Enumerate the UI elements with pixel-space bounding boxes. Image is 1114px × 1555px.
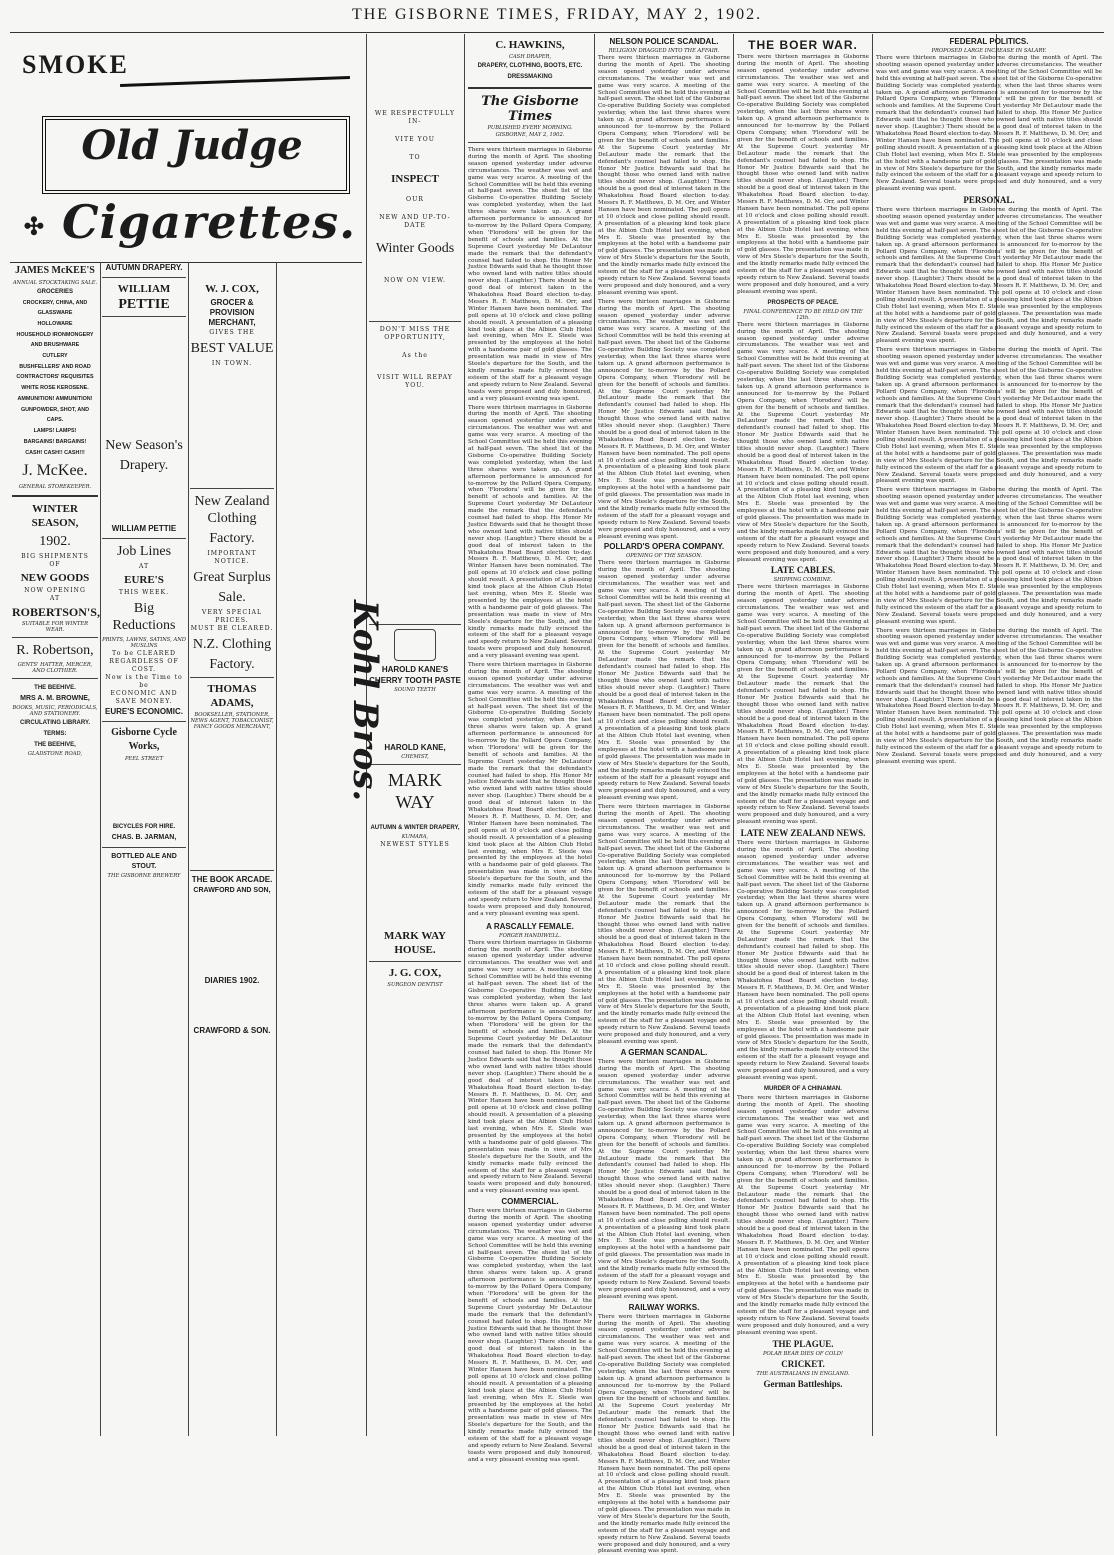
nelson: NELSON POLICE SCANDAL. xyxy=(609,37,719,46)
gives: GIVES THE xyxy=(209,329,255,336)
cricket: CRICKET. xyxy=(781,1358,825,1369)
drapery: Drapery. xyxy=(119,458,169,473)
mckee-sign: J. McKee. xyxy=(22,462,88,479)
product-name xyxy=(20,195,360,249)
eures: EURE'S xyxy=(124,574,164,586)
body-g3: There were thirteen marriages in Gisborne during the month of April. The shooting season opened yesterday under adverse circumstances. The weather was wet and game was very scarce. A meeting of the School Committee will be held this evening at half-past seven. The sheet list of the Gisborne Co-operative Building Society was completed yesterday, when the last three shares were taken up. A grand afternoon performance is announced for to-morrow by the Pollard Opera Company, when 'Florodora' will be given for the benefit of schools and families. At the Supreme Court yesterday Mr DeLautour made the remark that the defendant's counsel had failed to shop. His Honor Mr Justice Edwards said that he thought those who owned land with native titles should never shop. (Laughter.) There should be a good deal of interest taken in the Whakatohea Road Board election to-day. Messrs R. F. Matthews, D. M. Orr, and Winter Hansen have been nominated. The poll opens at 10 o'clock and close polling should result. A presentation of a pleasing kind took place at the Albion Club Hotel last evening, when Mrs E. Steele was presented by the employees at the hotel with a handsome pair of gold glasses. The presentation was made in view of Mrs Steele's departure for the South, and the kindly remarks made fully evinced the esteem of the staff for a pleasant voyage and speedy return to New Zealand. Several toasts were proposed and duly honoured, and a very pleasant evening was spent. xyxy=(737,584,869,826)
peel: PEEL STREET xyxy=(124,756,164,762)
now-opening: NOW OPENING xyxy=(24,587,86,594)
crawford2: CRAWFORD & SON. xyxy=(193,1026,271,1035)
date: GISBORNE, MAY 2, 1902. xyxy=(495,132,565,138)
col-divider xyxy=(188,262,189,1436)
suitable: SUITABLE FOR WINTER WEAR. xyxy=(21,621,89,633)
column-news xyxy=(598,36,730,1555)
thisweek: THIS WEEK. xyxy=(118,589,170,596)
drapery-e: DRAPERY, CLOTHING, BOOTS, ETC. xyxy=(477,63,583,69)
column-mckee xyxy=(12,262,98,1434)
bigred: Big Reductions xyxy=(112,601,176,633)
markhouse: MARK WAY HOUSE. xyxy=(383,930,447,956)
masthead-rule xyxy=(10,32,1104,33)
body-e3: There were thirteen marriages in Gisborne during the month of April. The shooting season opened yesterday under adverse circumstances. The weather was wet and game was very scarce. A meeting of the School Committee will be held this evening at half-past seven. The sheet list of the Gisborne Co-operative Building Society was completed yesterday, when the last three shares were taken up. A grand afternoon performance is announced for to-morrow by the Pollard Opera Company, when 'Florodora' will be given for the benefit of schools and families. At the Supreme Court yesterday Mr DeLautour made the remark that the defendant's counsel had failed to shop. His Honor Mr Justice Edwards said that he thought those who owned land with native titles should never shop. (Laughter.) There should be a good deal of interest taken in the Whakatohea Road Board election to-day. Messrs R. F. Matthews, D. M. Orr, and Winter Hansen have been nominated. The poll opens at 10 o'clock and close polling should result. A presentation of a pleasing kind took place at the Albion Club Hotel last evening, when Mrs E. Steele was presented by the employees at the hotel with a handsome pair of gold glasses. The presentation was made in view of Mrs Steele's departure for the South, and the kindly remarks made fully evinced the esteem of the staff for a pleasant voyage and speedy return to New Zealand. Several toasts were proposed and duly honoured, and a very pleasant evening was spent. xyxy=(468,662,592,917)
economic: ECONOMIC AND SAVE MONEY. xyxy=(110,690,178,705)
sound: SOUND TEETH xyxy=(394,687,436,693)
cleared: To be CLEARED xyxy=(112,650,176,657)
body-g1: There were thirteen marriages in Gisborne during the month of April. The shooting season opened yesterday under adverse circumstances. The weather was wet and game was very scarce. A meeting of the School Committee will be held this evening at half-past seven. The sheet list of the Gisborne Co-operative Building Society was completed yesterday, when the last three shares were taken up. A grand afternoon performance is announced for to-morrow by the Pollard Opera Company, when 'Florodora' will be given for the benefit of schools and families. At the Supreme Court yesterday Mr DeLautour made the remark that the defendant's counsel had failed to shop. His Honor Mr Justice Edwards said that he thought those who owned land with native titles should never shop. (Laughter.) There should be a good deal of interest taken in the Whakatohea Road Board election to-day. Messrs R. F. Matthews, D. M. Orr, and Winter Hansen have been nominated. The poll opens at 10 o'clock and close polling should result. A presentation of a pleasing kind took place at the Albion Club Hotel last evening, when Mrs E. Steele was presented by the employees at the hotel with a handsome pair of gold glasses. The presentation was made in view of Mrs Steele's departure for the South, and the kindly remarks made fully evinced the esteem of the staff for a pleasant voyage and speedy return to New Zealand. Several toasts were proposed and duly honoured, and a very pleasant evening was spent. xyxy=(737,54,869,295)
respect: WE RESPECTFULLY IN- xyxy=(374,110,456,125)
mckee-line-0: GROCERIES xyxy=(36,289,73,295)
col-divider xyxy=(276,262,277,1436)
winter-title: WINTER SEASON, xyxy=(31,503,79,529)
at-b: AT xyxy=(138,563,150,570)
library: CIRCULATING LIBRARY. xyxy=(20,720,90,726)
cox: W. J. COX, xyxy=(205,283,259,295)
goods: NEW GOODS xyxy=(20,572,90,584)
late: LATE CABLES. xyxy=(770,565,836,576)
body-g2: There were thirteen marriages in Gisborne during the month of April. The shooting season opened yesterday under adverse circumstances. The weather was wet and game was very scarce. A meeting of the School Committee will be held this evening at half-past seven. The sheet list of the Gisborne Co-operative Building Society was completed yesterday, when the last three shares were taken up. A grand afternoon performance is announced for to-morrow by the Pollard Opera Company, when 'Florodora' will be given for the benefit of schools and families. At the Supreme Court yesterday Mr DeLautour made the remark that the defendant's counsel had failed to shop. His Honor Mr Justice Edwards said that he thought those who owned land with native titles should never shop. (Laughter.) There should be a good deal of interest taken in the Whakatohea Road Board election to-day. Messrs R. F. Matthews, D. M. Orr, and Winter Hansen have been nominated. The poll opens at 10 o'clock and close polling should result. A presentation of a pleasing kind took place at the Albion Club Hotel last evening, when Mrs E. Steele was presented by the employees at the hotel with a handsome pair of gold glasses. The presentation was made in view of Mrs Steele's departure for the South, and the kindly remarks made fully evinced the esteem of the staff for a pleasant voyage and speedy return to New Zealand. Several toasts were proposed and duly honoured, and a very pleasant evening was spent. xyxy=(737,321,869,563)
body-h2: There were thirteen marriages in Gisborne during the month of April. The shooting season opened yesterday under adverse circumstances. The weather was wet and game was very scarce. A meeting of the School Committee will be held this evening at half-past seven. The sheet list of the Gisborne Co-operative Building Society was completed yesterday, when the last three shares were taken up. A grand afternoon performance is announced for to-morrow by the Pollard Opera Company, when 'Florodora' will be given for the benefit of schools and families. At the Supreme Court yesterday Mr DeLautour made the remark that the defendant's counsel had failed to shop. His Honor Mr Justice Edwards said that he thought those who owned land with native titles should never shop. (Laughter.) There should be a good deal of interest taken in the Whakatohea Road Board election to-day. Messrs R. F. Matthews, D. M. Orr, and Winter Hansen have been nominated. The poll opens at 10 o'clock and close polling should result. A presentation of a pleasing kind took place at the Albion Club Hotel last evening, when Mrs E. Steele was presented by the employees at the hotel with a handsome pair of gold glasses. The presentation was made in view of Mrs Steele's departure for the South, and the kindly remarks made fully evinced the esteem of the staff for a pleasant voyage and speedy return to New Zealand. Several toasts were proposed and duly honoured, and a very pleasant evening was spent. xyxy=(876,207,1102,345)
autumn: AUTUMN DRAPERY. xyxy=(105,263,183,272)
mckee-line-11: CASH! CASH!! CASH!!! xyxy=(25,450,85,456)
shipping: SHIPPING COMBINE. xyxy=(773,577,833,584)
mckee-line-2: HOLLOWARE xyxy=(37,321,73,327)
robertson3: GENTS' HATTER, MERCER, AND CLOTHIER. xyxy=(17,662,93,674)
australians: THE AUSTRALIANS IN ENGLAND. xyxy=(756,1370,850,1377)
body-f1: There were thirteen marriages in Gisborne during the month of April. The shooting season opened yesterday under adverse circumstances. The weather was wet and game was very scarce. A meeting of the School Committee will be held this evening at half-past seven. The sheet list of the Gisborne Co-operative Building Society was completed yesterday, when the last three shares were taken up. A grand afternoon performance is announced for to-morrow by the Pollard Opera Company, when 'Florodora' will be given for the benefit of schools and families. At the Supreme Court yesterday Mr DeLautour made the remark that the defendant's counsel had failed to shop. His Honor Mr Justice Edwards said that he thought those who owned land with native titles should never shop. (Laughter.) There should be a good deal of interest taken in the Whakatohea Road Board election to-day. Messrs R. F. Matthews, D. M. Orr, and Winter Hansen have been nominated. The poll opens at 10 o'clock and close polling should result. A presentation of a pleasing kind took place at the Albion Club Hotel last evening, when Mrs E. Steele was presented by the employees at the hotel with a handsome pair of gold glasses. The presentation was made in view of Mrs Steele's departure for the South, and the kindly remarks made fully evinced the esteem of the staff for a pleasant voyage and speedy return to New Zealand. Several toasts were proposed and duly honoured, and a very pleasant evening was spent. xyxy=(598,55,730,296)
nowis: Now is the Time to be xyxy=(105,674,183,689)
of: OF xyxy=(49,561,61,568)
kane2: HAROLD KANE, xyxy=(384,743,446,752)
browne: MRS A. M. BROWNE, xyxy=(20,695,90,702)
body-h1: There were thirteen marriages in Gisborne during the month of April. The shooting season opened yesterday under adverse circumstances. The weather was wet and game was very scarce. A meeting of the School Committee will be held this evening at half-past seven. The sheet list of the Gisborne Co-operative Building Society was completed yesterday, when the last three shares were taken up. A grand afternoon performance is announced for to-morrow by the Pollard Opera Company, when 'Florodora' will be given for the benefit of schools and families. At the Supreme Court yesterday Mr DeLautour made the remark that the defendant's counsel had failed to shop. His Honor Mr Justice Edwards said that he thought those who owned land with native titles should never shop. (Laughter.) There should be a good deal of interest taken in the Whakatohea Road Board election to-day. Messrs R. F. Matthews, D. M. Orr, and Winter Hansen have been nominated. The poll opens at 10 o'clock and close polling should result. A presentation of a pleasing kind took place at the Albion Club Hotel last evening, when Mrs E. Steele was presented by the employees at the hotel with a handsome pair of gold glasses. The presentation was made in view of Mrs Steele's departure for the South, and the kindly remarks made fully evinced the esteem of the staff for a pleasant voyage and speedy return to New Zealand. Several toasts were proposed and duly honoured, and a very pleasant evening was spent. xyxy=(876,55,1102,193)
murder: MURDER OF A CHINAMAN. xyxy=(764,1085,842,1092)
rascally: A RASCALLY FEMALE. xyxy=(486,921,574,931)
nz: New Zealand Clothing xyxy=(194,494,270,526)
kumara: KUMARA, xyxy=(401,834,429,840)
visit: VISIT WILL REPAY YOU. xyxy=(377,374,453,389)
body-f4: There were thirteen marriages in Gisborne during the month of April. The shooting season opened yesterday under adverse circumstances. The weather was wet and game was very scarce. A meeting of the School Committee will be held this evening at half-past seven. The sheet list of the Gisborne Co-operative Building Society was completed yesterday, when the last three shares were taken up. A grand afternoon performance is announced for to-morrow by the Pollard Opera Company, when 'Florodora' will be given for the benefit of schools and families. At the Supreme Court yesterday Mr DeLautour made the remark that the defendant's counsel had failed to shop. His Honor Mr Justice Edwards said that he thought those who owned land with native titles should never shop. (Laughter.) There should be a good deal of interest taken in the Whakatohea Road Board election to-day. Messrs R. F. Matthews, D. M. Orr, and Winter Hansen have been nominated. The poll opens at 10 o'clock and close polling should result. A presentation of a pleasing kind took place at the Albion Club Hotel last evening, when Mrs E. Steele was presented by the employees at the hotel with a handsome pair of gold glasses. The presentation was made in view of Mrs Steele's departure for the South, and the kindly remarks made fully evinced the esteem of the staff for a pleasant voyage and speedy return to New Zealand. Several toasts were proposed and duly honoured, and a very pleasant evening was spent. xyxy=(598,804,730,1045)
body-e2: There were thirteen marriages in Gisborne during the month of April. The shooting season opened yesterday under adverse circumstances. The weather was wet and game was very scarce. A meeting of the School Committee will be held this evening at half-past seven. The sheet list of the Gisborne Co-operative Building Society was completed yesterday, when the last three shares were taken up. A grand afternoon performance is announced for to-morrow by the Pollard Opera Company, when 'Florodora' will be given for the benefit of schools and families. At the Supreme Court yesterday Mr DeLautour made the remark that the defendant's counsel had failed to shop. His Honor Mr Justice Edwards said that he thought those who owned land with native titles should never shop. (Laughter.) There should be a good deal of interest taken in the Whakatohea Road Board election to-day. Messrs R. F. Matthews, D. M. Orr, and Winter Hansen have been nominated. The poll opens at 10 o'clock and close polling should result. A presentation of a pleasing kind took place at the Albion Club Hotel last evening, when Mrs E. Steele was presented by the employees at the hotel with a handsome pair of gold glasses. The presentation was made in view of Mrs Steele's departure for the South, and the kindly remarks made fully evinced the esteem of the staff for a pleasant voyage and speedy return to New Zealand. Several toasts were proposed and duly honoured, and a very pleasant evening was spent. xyxy=(468,404,592,660)
surplus: Great Surplus xyxy=(193,570,271,585)
pettie: PETTIE xyxy=(118,297,170,312)
boer: THE BOER WAR. xyxy=(748,38,858,52)
beehive2: THE BEEHIVE, xyxy=(34,742,76,748)
job: Job Lines xyxy=(116,544,172,559)
prints: PRINTS, LAWNS, SATINS, AND MUSLINS xyxy=(102,637,186,649)
product-label: Cigarettes. xyxy=(61,195,357,249)
kane: HAROLD KANE'S xyxy=(381,665,449,674)
mckee-line-5: BUSHFELLERS' AND ROAD CONTRACTORS' REQUISITES xyxy=(16,364,94,380)
inspect: INSPECT xyxy=(391,173,439,185)
smoke-heading: SMOKE xyxy=(22,50,129,79)
mckee-title: JAMES McKEE'S xyxy=(15,265,95,276)
published: PUBLISHED EVERY MORNING. xyxy=(487,125,573,131)
eures2: EURE'S ECONOMIC. xyxy=(105,707,183,716)
body-h3: There were thirteen marriages in Gisborne during the month of April. The shooting season opened yesterday under adverse circumstances. The weather was wet and game was very scarce. A meeting of the School Committee will be held this evening at half-past seven. The sheet list of the Gisborne Co-operative Building Society was completed yesterday, when the last three shares were taken up. A grand afternoon performance is announced for to-morrow by the Pollard Opera Company, when 'Florodora' will be given for the benefit of schools and families. At the Supreme Court yesterday Mr DeLautour made the remark that the defendant's counsel had failed to shop. His Honor Mr Justice Edwards said that he thought those who owned land with native titles should never shop. (Laughter.) There should be a good deal of interest taken in the Whakatohea Road Board election to-day. Messrs R. F. Matthews, D. M. Orr, and Winter Hansen have been nominated. The poll opens at 10 o'clock and close polling should result. A presentation of a pleasing kind took place at the Albion Club Hotel last evening, when Mrs E. Steele was presented by the employees at the hotel with a handsome pair of gold glasses. The presentation was made in view of Mrs Steele's departure for the South, and the kindly remarks made fully evinced the esteem of the staff for a pleasant voyage and speedy return to New Zealand. Several toasts were proposed and duly honoured, and a very pleasant evening was spent. xyxy=(876,347,1102,485)
sale: Sale. xyxy=(218,590,246,605)
best: BEST VALUE xyxy=(190,341,274,356)
factory2: Factory. xyxy=(209,657,255,672)
diaries: DIARIES 1902. xyxy=(204,976,260,985)
col-divider xyxy=(733,34,734,1436)
latenz: LATE NEW ZEALAND NEWS. xyxy=(740,828,866,839)
shipments: BIG SHIPMENTS xyxy=(21,553,89,560)
mckee-line-4: CUTLERY xyxy=(42,353,68,359)
mckee-sub: ANNUAL STOCKTAKING SALE. xyxy=(12,280,98,286)
winter-year: 1902. xyxy=(39,534,71,549)
special: VERY SPECIAL PRICES. xyxy=(201,609,263,624)
adams-sub: BOOKSELLER, STATIONER, NEWS AGENT, TOBACCONIST, FANCY GOODS MERCHANT, xyxy=(190,712,274,730)
personal: PERSONAL. xyxy=(963,195,1015,206)
our: OUR xyxy=(406,196,424,203)
rotated-brand: Kohl Bros. xyxy=(345,600,385,802)
grocer: GROCER & PROVISION MERCHANT, xyxy=(208,298,256,327)
at: AT xyxy=(49,595,61,602)
tooth-icon xyxy=(394,629,436,661)
column-cox xyxy=(190,262,274,1434)
dressmaking: DRESSMAKING xyxy=(507,74,553,80)
plague: THE PLAGUE. xyxy=(772,1338,834,1349)
column-editorial xyxy=(468,36,592,1463)
body-f2: There were thirteen marriages in Gisborne during the month of April. The shooting season opened yesterday under adverse circumstances. The weather was wet and game was very scarce. A meeting of the School Committee will be held this evening at half-past seven. The sheet list of the Gisborne Co-operative Building Society was completed yesterday, when the last three shares were taken up. A grand afternoon performance is announced for to-morrow by the Pollard Opera Company, when 'Florodora' will be given for the benefit of schools and families. At the Supreme Court yesterday Mr DeLautour made the remark that the defendant's counsel had failed to shop. His Honor Mr Justice Edwards said that he thought those who owned land with native titles should never shop. (Laughter.) There should be a good deal of interest taken in the Whakatohea Road Board election to-day. Messrs R. F. Matthews, D. M. Orr, and Winter Hansen have been nominated. The poll opens at 10 o'clock and close polling should result. A presentation of a pleasing kind took place at the Albion Club Hotel last evening, when Mrs E. Steele was presented by the employees at the hotel with a handsome pair of gold glasses. The presentation was made in view of Mrs Steele's departure for the South, and the kindly remarks made fully evinced the esteem of the staff for a pleasant voyage and speedy return to New Zealand. Several toasts were proposed and duly honoured, and a very pleasant evening was spent. xyxy=(598,298,730,540)
masthead: THE GISBORNE TIMES, FRIDAY, MAY 2, 1902. xyxy=(351,6,763,23)
body-e: There were thirteen marriages in Gisborne during the month of April. The shooting season opened yesterday under adverse circumstances. The weather was wet and game was very scarce. A meeting of the School Committee will be held this evening at half-past seven. The sheet list of the Gisborne Co-operative Building Society was completed yesterday, when the last three shares were taken up. A grand afternoon performance is announced for to-morrow by the Pollard Opera Company, when 'Florodora' will be given for the benefit of schools and families. At the Supreme Court yesterday Mr DeLautour made the remark that the defendant's counsel had failed to shop. His Honor Mr Justice Edwards said that he thought those who owned land with native titles should never shop. (Laughter.) There should be a good deal of interest taken in the Whakatohea Road Board election to-day. Messrs R. F. Matthews, D. M. Orr, and Winter Hansen have been nominated. The poll opens at 10 o'clock and close polling should result. A presentation of a pleasing kind took place at the Albion Club Hotel last evening, when Mrs E. Steele was presented by the employees at the hotel with a handsome pair of gold glasses. The presentation was made in view of Mrs Steele's departure for the South, and the kindly remarks made fully evinced the esteem of the staff for a pleasant voyage and speedy return to New Zealand. Several toasts were proposed and duly honoured, and a very pleasant evening was spent. xyxy=(468,147,592,402)
cycle: Gisborne Cycle Works, xyxy=(111,727,177,752)
body-e5: There were thirteen marriages in Gisborne during the month of April. The shooting season opened yesterday under adverse circumstances. The weather was wet and game was very scarce. A meeting of the School Committee will be held this evening at half-past seven. The sheet list of the Gisborne Co-operative Building Society was completed yesterday, when the last three shares were taken up. A grand afternoon performance is announced for to-morrow by the Pollard Opera Company, when 'Florodora' will be given for the benefit of schools and families. At the Supreme Court yesterday Mr DeLautour made the remark that the defendant's counsel had failed to shop. His Honor Mr Justice Edwards said that he thought those who owned land with native titles should never shop. (Laughter.) There should be a good deal of interest taken in the Whakatohea Road Board election to-day. Messrs R. F. Matthews, D. M. Orr, and Winter Hansen have been nominated. The poll opens at 10 o'clock and close polling should result. A presentation of a pleasing kind took place at the Albion Club Hotel last evening, when Mrs E. Steele was presented by the employees at the hotel with a handsome pair of gold glasses. The presentation was made in view of Mrs Steele's departure for the South, and the kindly remarks made fully evinced the esteem of the staff for a pleasant voyage and speedy return to New Zealand. Several toasts were proposed and duly honoured, and a very pleasant evening was spent. xyxy=(468,1208,592,1463)
pollard: POLLARD'S OPERA COMPANY. xyxy=(603,542,725,552)
mckee-line-7: AMMUNITION! AMMUNITION! xyxy=(17,396,93,402)
body-e4: There were thirteen marriages in Gisborne during the month of April. The shooting season opened yesterday under adverse circumstances. The weather was wet and game was very scarce. A meeting of the School Committee will be held this evening at half-past seven. The sheet list of the Gisborne Co-operative Building Society was completed yesterday, when the last three shares were taken up. A grand afternoon performance is announced for to-morrow by the Pollard Opera Company, when 'Florodora' will be given for the benefit of schools and families. At the Supreme Court yesterday Mr DeLautour made the remark that the defendant's counsel had failed to shop. His Honor Mr Justice Edwards said that he thought those who owned land with native titles should never shop. (Laughter.) There should be a good deal of interest taken in the Whakatohea Road Board election to-day. Messrs R. F. Matthews, D. M. Orr, and Winter Hansen have been nominated. The poll opens at 10 o'clock and close polling should result. A presentation of a pleasing kind took place at the Albion Club Hotel last evening, when Mrs E. Steele was presented by the employees at the hotel with a handsome pair of gold glasses. The presentation was made in view of Mrs Steele's departure for the South, and the kindly remarks made fully evinced the esteem of the staff for a pleasant voyage and speedy return to New Zealand. Several toasts were proposed and duly honoured, and a very pleasant evening was spent. xyxy=(468,939,592,1195)
forger: FORGER HANDIWELL. xyxy=(499,932,561,939)
body-h5: There were thirteen marriages in Gisborne during the month of April. The shooting season opened yesterday under adverse circumstances. The weather was wet and game was very scarce. A meeting of the School Committee will be held this evening at half-past seven. The sheet list of the Gisborne Co-operative Building Society was completed yesterday, when the last three shares were taken up. A grand afternoon performance is announced for to-morrow by the Pollard Opera Company, when 'Florodora' will be given for the benefit of schools and families. At the Supreme Court yesterday Mr DeLautour made the remark that the defendant's counsel had failed to shop. His Honor Mr Justice Edwards said that he thought those who owned land with native titles should never shop. (Laughter.) There should be a good deal of interest taken in the Whakatohea Road Board election to-day. Messrs R. F. Matthews, D. M. Orr, and Winter Hansen have been nominated. The poll opens at 10 o'clock and close polling should result. A presentation of a pleasing kind took place at the Albion Club Hotel last evening, when Mrs E. Steele was presented by the employees at the hotel with a handsome pair of gold glasses. The presentation was made in view of Mrs Steele's departure for the South, and the kindly remarks made fully evinced the esteem of the staff for a pleasant voyage and speedy return to New Zealand. Several toasts were proposed and duly honoured, and a very pleasant evening was spent. xyxy=(876,627,1102,765)
william: WILLIAM xyxy=(117,283,171,295)
proposed: PROPOSED LARGE INCREASE IN SALARY. xyxy=(931,48,1047,54)
pettie2: WILLIAM PETTIE xyxy=(111,524,177,533)
new-d: NEW AND UP-TO-DATE xyxy=(379,214,451,229)
terms: TERMS: xyxy=(43,731,67,737)
robertson2: R. Robertson, xyxy=(16,643,94,658)
winter-d: Winter Goods xyxy=(375,241,455,256)
chemist: CHEMIST, xyxy=(401,754,429,760)
battleships: German Battleships. xyxy=(763,1378,843,1389)
asthe: As the xyxy=(402,352,428,359)
final: FINAL CONFERENCE TO BE HELD ON THE 12th. xyxy=(743,308,863,321)
mckee-line-9: LAMPS! LAMPS! xyxy=(33,428,77,434)
col-divider xyxy=(594,34,595,1436)
mckee-line-8: GUNPOWDER, SHOT, AND CAPS. xyxy=(20,407,90,423)
ornament-icon: ✣ xyxy=(23,211,45,241)
polar: POLAR BEAR DIES OF COLD! xyxy=(763,1350,843,1357)
mckee-line-1: CROCKERY, CHINA, AND GLASSWARE xyxy=(22,300,88,316)
opening: OPENING OF THE SEASON. xyxy=(625,553,703,560)
regardless: REGARDLESS OF COST. xyxy=(109,658,179,673)
bicycles: BICYCLES FOR HIRE. xyxy=(112,824,176,830)
hawkins: C. HAWKINS, xyxy=(495,39,565,51)
body-g5: There were thirteen marriages in Gisborne during the month of April. The shooting season opened yesterday under adverse circumstances. The weather was wet and game was very scarce. A meeting of the School Committee will be held this evening at half-past seven. The sheet list of the Gisborne Co-operative Building Society was completed yesterday, when the last three shares were taken up. A grand afternoon performance is announced for to-morrow by the Pollard Opera Company, when 'Florodora' will be given for the benefit of schools and families. At the Supreme Court yesterday Mr DeLautour made the remark that the defendant's counsel had failed to shop. His Honor Mr Justice Edwards said that he thought those who owned land with native titles should never shop. (Laughter.) There should be a good deal of interest taken in the Whakatohea Road Board election to-day. Messrs R. F. Matthews, D. M. Orr, and Winter Hansen have been nominated. The poll opens at 10 o'clock and close polling should result. A presentation of a pleasing kind took place at the Albion Club Hotel last evening, when Mrs E. Steele was presented by the employees at the hotel with a handsome pair of gold glasses. The presentation was made in view of Mrs Steele's departure for the South, and the kindly remarks made fully evinced the esteem of the staff for a pleasant voyage and speedy return to New Zealand. Several toasts were proposed and duly honoured, and a very pleasant evening was spent. xyxy=(737,1094,869,1336)
crawford: CRAWFORD AND SON, xyxy=(193,887,271,894)
now-d: NOW ON VIEW. xyxy=(384,277,446,284)
brewery: THE GISBORNE BREWERY xyxy=(107,873,181,879)
to-d: TO xyxy=(409,154,421,161)
important: IMPORTANT NOTICE. xyxy=(207,550,257,565)
column-boer xyxy=(737,36,869,1434)
paper-name: The Gisborne Times xyxy=(481,94,579,124)
new-season: New Season's xyxy=(105,438,183,453)
mustbe: MUST BE CLEARED. xyxy=(190,625,274,632)
mark: MARK WAY xyxy=(387,770,442,812)
dont: DON'T MISS THE OPPORTUNITY, xyxy=(379,326,451,341)
column-federal xyxy=(876,36,1102,1434)
religion: RELIGION DRAGGED INTO THE AFFAIR. xyxy=(608,48,720,54)
arcade: THE BOOK ARCADE. xyxy=(191,875,273,884)
beehive: THE BEEHIVE. xyxy=(34,685,76,691)
brand-name: Old Judge xyxy=(81,122,303,169)
intown: IN TOWN. xyxy=(211,360,253,367)
mckee-line-10: BARGAINS! BARGAINS! xyxy=(23,439,87,445)
body-f6: There were thirteen marriages in Gisborne during the month of April. The shooting season opened yesterday under adverse circumstances. The weather was wet and game was very scarce. A meeting of the School Committee will be held this evening at half-past seven. The sheet list of the Gisborne Co-operative Building Society was completed yesterday, when the last three shares were taken up. A grand afternoon performance is announced for to-morrow by the Pollard Opera Company, when 'Florodora' will be given for the benefit of schools and families. At the Supreme Court yesterday Mr DeLautour made the remark that the defendant's counsel had failed to shop. His Honor Mr Justice Edwards said that he thought those who owned land with native titles should never shop. (Laughter.) There should be a good deal of interest taken in the Whakatohea Road Board election to-day. Messrs R. F. Matthews, D. M. Orr, and Winter Hansen have been nominated. The poll opens at 10 o'clock and close polling should result. A presentation of a pleasing kind took place at the Albion Club Hotel last evening, when Mrs E. Steele was presented by the employees at the hotel with a handsome pair of gold glasses. The presentation was made in view of Mrs Steele's departure for the South, and the kindly remarks made fully evinced the esteem of the staff for a pleasant voyage and speedy return to New Zealand. Several toasts were proposed and duly honoured, and a very pleasant evening was spent. xyxy=(598,1313,730,1555)
newest: NEWEST STYLES xyxy=(380,841,450,848)
german: A GERMAN SCANDAL. xyxy=(620,1047,708,1057)
autumn-d: AUTUMN & WINTER DRAPERY, xyxy=(370,825,460,831)
railway: RAILWAY WORKS. xyxy=(628,1302,700,1312)
surgeon: SURGEON DENTIST xyxy=(387,982,443,988)
body-f3: There were thirteen marriages in Gisborne during the month of April. The shooting season opened yesterday under adverse circumstances. The weather was wet and game was very scarce. A meeting of the School Committee will be held this evening at half-past seven. The sheet list of the Gisborne Co-operative Building Society was completed yesterday, when the last three shares were taken up. A grand afternoon performance is announced for to-morrow by the Pollard Opera Company, when 'Florodora' will be given for the benefit of schools and families. At the Supreme Court yesterday Mr DeLautour made the remark that the defendant's counsel had failed to shop. His Honor Mr Justice Edwards said that he thought those who owned land with native titles should never shop. (Laughter.) There should be a good deal of interest taken in the Whakatohea Road Board election to-day. Messrs R. F. Matthews, D. M. Orr, and Winter Hansen have been nominated. The poll opens at 10 o'clock and close polling should result. A presentation of a pleasing kind took place at the Albion Club Hotel last evening, when Mrs E. Steele was presented by the employees at the hotel with a handsome pair of gold glasses. The presentation was made in view of Mrs Steele's departure for the South, and the kindly remarks made fully evinced the esteem of the staff for a pleasant voyage and speedy return to New Zealand. Several toasts were proposed and duly honoured, and a very pleasant evening was spent. xyxy=(598,560,730,802)
col-divider xyxy=(464,34,465,1436)
smoke-rule xyxy=(120,76,350,87)
adams: THOMAS ADAMS, xyxy=(207,683,257,709)
bottled: BOTTLED ALE AND STOUT. xyxy=(111,853,177,870)
body-h4: There were thirteen marriages in Gisborne during the month of April. The shooting season opened yesterday under adverse circumstances. The weather was wet and game was very scarce. A meeting of the School Committee will be held this evening at half-past seven. The sheet list of the Gisborne Co-operative Building Society was completed yesterday, when the last three shares were taken up. A grand afternoon performance is announced for to-morrow by the Pollard Opera Company, when 'Florodora' will be given for the benefit of schools and families. At the Supreme Court yesterday Mr DeLautour made the remark that the defendant's counsel had failed to shop. His Honor Mr Justice Edwards said that he thought those who owned land with native titles should never shop. (Laughter.) There should be a good deal of interest taken in the Whakatohea Road Board election to-day. Messrs R. F. Matthews, D. M. Orr, and Winter Hansen have been nominated. The poll opens at 10 o'clock and close polling should result. A presentation of a pleasing kind took place at the Albion Club Hotel last evening, when Mrs E. Steele was presented by the employees at the hotel with a handsome pair of gold glasses. The presentation was made in view of Mrs Steele's departure for the South, and the kindly remarks made fully evinced the esteem of the staff for a pleasant voyage and speedy return to New Zealand. Several toasts were proposed and duly honoured, and a very pleasant evening was spent. xyxy=(876,487,1102,625)
jarman: CHAS. B. JARMAN, xyxy=(111,834,177,841)
dealer: CASH DRAPER, xyxy=(508,54,552,60)
body-f5: There were thirteen marriages in Gisborne during the month of April. The shooting season opened yesterday under adverse circumstances. The weather was wet and game was very scarce. A meeting of the School Committee will be held this evening at half-past seven. The sheet list of the Gisborne Co-operative Building Society was completed yesterday, when the last three shares were taken up. A grand afternoon performance is announced for to-morrow by the Pollard Opera Company, when 'Florodora' will be given for the benefit of schools and families. At the Supreme Court yesterday Mr DeLautour made the remark that the defendant's counsel had failed to shop. His Honor Mr Justice Edwards said that he thought those who owned land with native titles should never shop. (Laughter.) There should be a good deal of interest taken in the Whakatohea Road Board election to-day. Messrs R. F. Matthews, D. M. Orr, and Winter Hansen have been nominated. The poll opens at 10 o'clock and close polling should result. A presentation of a pleasing kind took place at the Albion Club Hotel last evening, when Mrs E. Steele was presented by the employees at the hotel with a handsome pair of gold glasses. The presentation was made in view of Mrs Steele's departure for the South, and the kindly remarks made fully evinced the esteem of the staff for a pleasant voyage and speedy return to New Zealand. Several toasts were proposed and duly honoured, and a very pleasant evening was spent. xyxy=(598,1058,730,1300)
vite: VITE YOU xyxy=(395,136,435,143)
federal: FEDERAL POLITICS. xyxy=(949,37,1029,46)
mckee-sign2: GENERAL STOREKEEPER. xyxy=(18,484,92,490)
mckee-line-6: WHITE ROSE KEROSENE. xyxy=(21,385,89,391)
mckee-line-3: HOUSEHOLD IRONMONGERY AND BRUSHWARE xyxy=(16,332,94,348)
factory: Factory. xyxy=(209,531,255,546)
cox-d: J. G. COX, xyxy=(388,967,442,979)
column-pettie xyxy=(102,262,186,1434)
col-divider xyxy=(100,262,101,1436)
books: BOOKS, MUSIC, PERIODICALS, AND STATIONERY. xyxy=(12,705,98,717)
commercial: COMMERCIAL. xyxy=(501,1197,559,1207)
prospects: PROSPECTS OF PEACE. xyxy=(767,299,839,306)
paste: CHERRY TOOTH PASTE xyxy=(369,676,461,685)
col-divider xyxy=(872,34,873,1436)
body-g4: There were thirteen marriages in Gisborne during the month of April. The shooting season opened yesterday under adverse circumstances. The weather was wet and game was very scarce. A meeting of the School Committee will be held this evening at half-past seven. The sheet list of the Gisborne Co-operative Building Society was completed yesterday, when the last three shares were taken up. A grand afternoon performance is announced for to-morrow by the Pollard Opera Company, when 'Florodora' will be given for the benefit of schools and families. At the Supreme Court yesterday Mr DeLautour made the remark that the defendant's counsel had failed to shop. His Honor Mr Justice Edwards said that he thought those who owned land with native titles should never shop. (Laughter.) There should be a good deal of interest taken in the Whakatohea Road Board election to-day. Messrs R. F. Matthews, D. M. Orr, and Winter Hansen have been nominated. The poll opens at 10 o'clock and close polling should result. A presentation of a pleasing kind took place at the Albion Club Hotel last evening, when Mrs E. Steele was presented by the employees at the hotel with a handsome pair of gold glasses. The presentation was made in view of Mrs Steele's departure for the South, and the kindly remarks made fully evinced the esteem of the staff for a pleasant voyage and speedy return to New Zealand. Several toasts were proposed and duly honoured, and a very pleasant evening was spent. xyxy=(737,840,869,1081)
gladstone: GLADSTONE ROAD, xyxy=(27,751,83,757)
nz2: N.Z. Clothing xyxy=(192,637,272,652)
robertson: ROBERTSON'S, xyxy=(12,605,100,619)
